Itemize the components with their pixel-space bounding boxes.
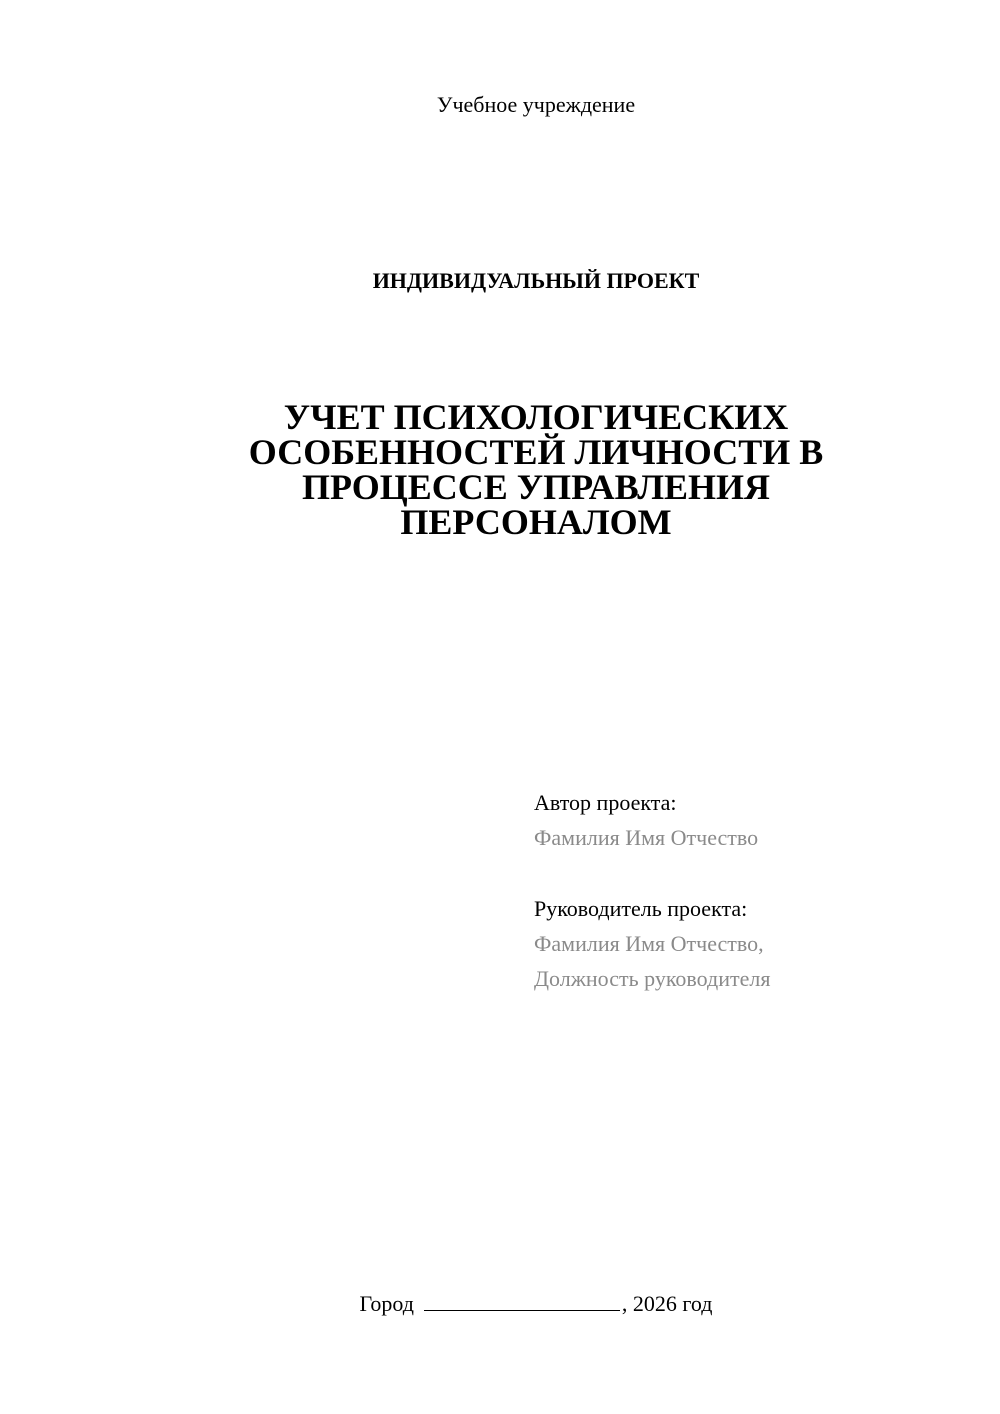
supervisor-position: Должность руководителя: [534, 966, 771, 991]
institution-name: Учебное учреждение: [436, 92, 636, 117]
project-title-line-2: ОСОБЕННОСТЕЙ ЛИЧНОСТИ В: [248, 432, 824, 472]
project-title-line-4: ПЕРСОНАЛОМ: [400, 502, 672, 542]
year-text: , 2026 год: [621, 1291, 713, 1316]
supervisor-label: Руководитель проекта:: [534, 896, 748, 921]
project-type-heading: ИНДИВИДУАЛЬНЫЙ ПРОЕКТ: [372, 268, 700, 293]
city-label: Город: [359, 1291, 414, 1316]
author-label: Автор проекта:: [534, 790, 677, 815]
city-year-line: [0, 1290, 1000, 1317]
project-title-line-3: ПРОЦЕССЕ УПРАВЛЕНИЯ: [301, 467, 771, 507]
project-title: [180, 397, 892, 542]
project-title-line-1: УЧЕТ ПСИХОЛОГИЧЕСКИХ: [283, 397, 789, 437]
city-blank-line: [424, 1290, 620, 1311]
supervisor-name: Фамилия Имя Отчество,: [534, 931, 764, 956]
author-name: Фамилия Имя Отчество: [534, 825, 759, 850]
